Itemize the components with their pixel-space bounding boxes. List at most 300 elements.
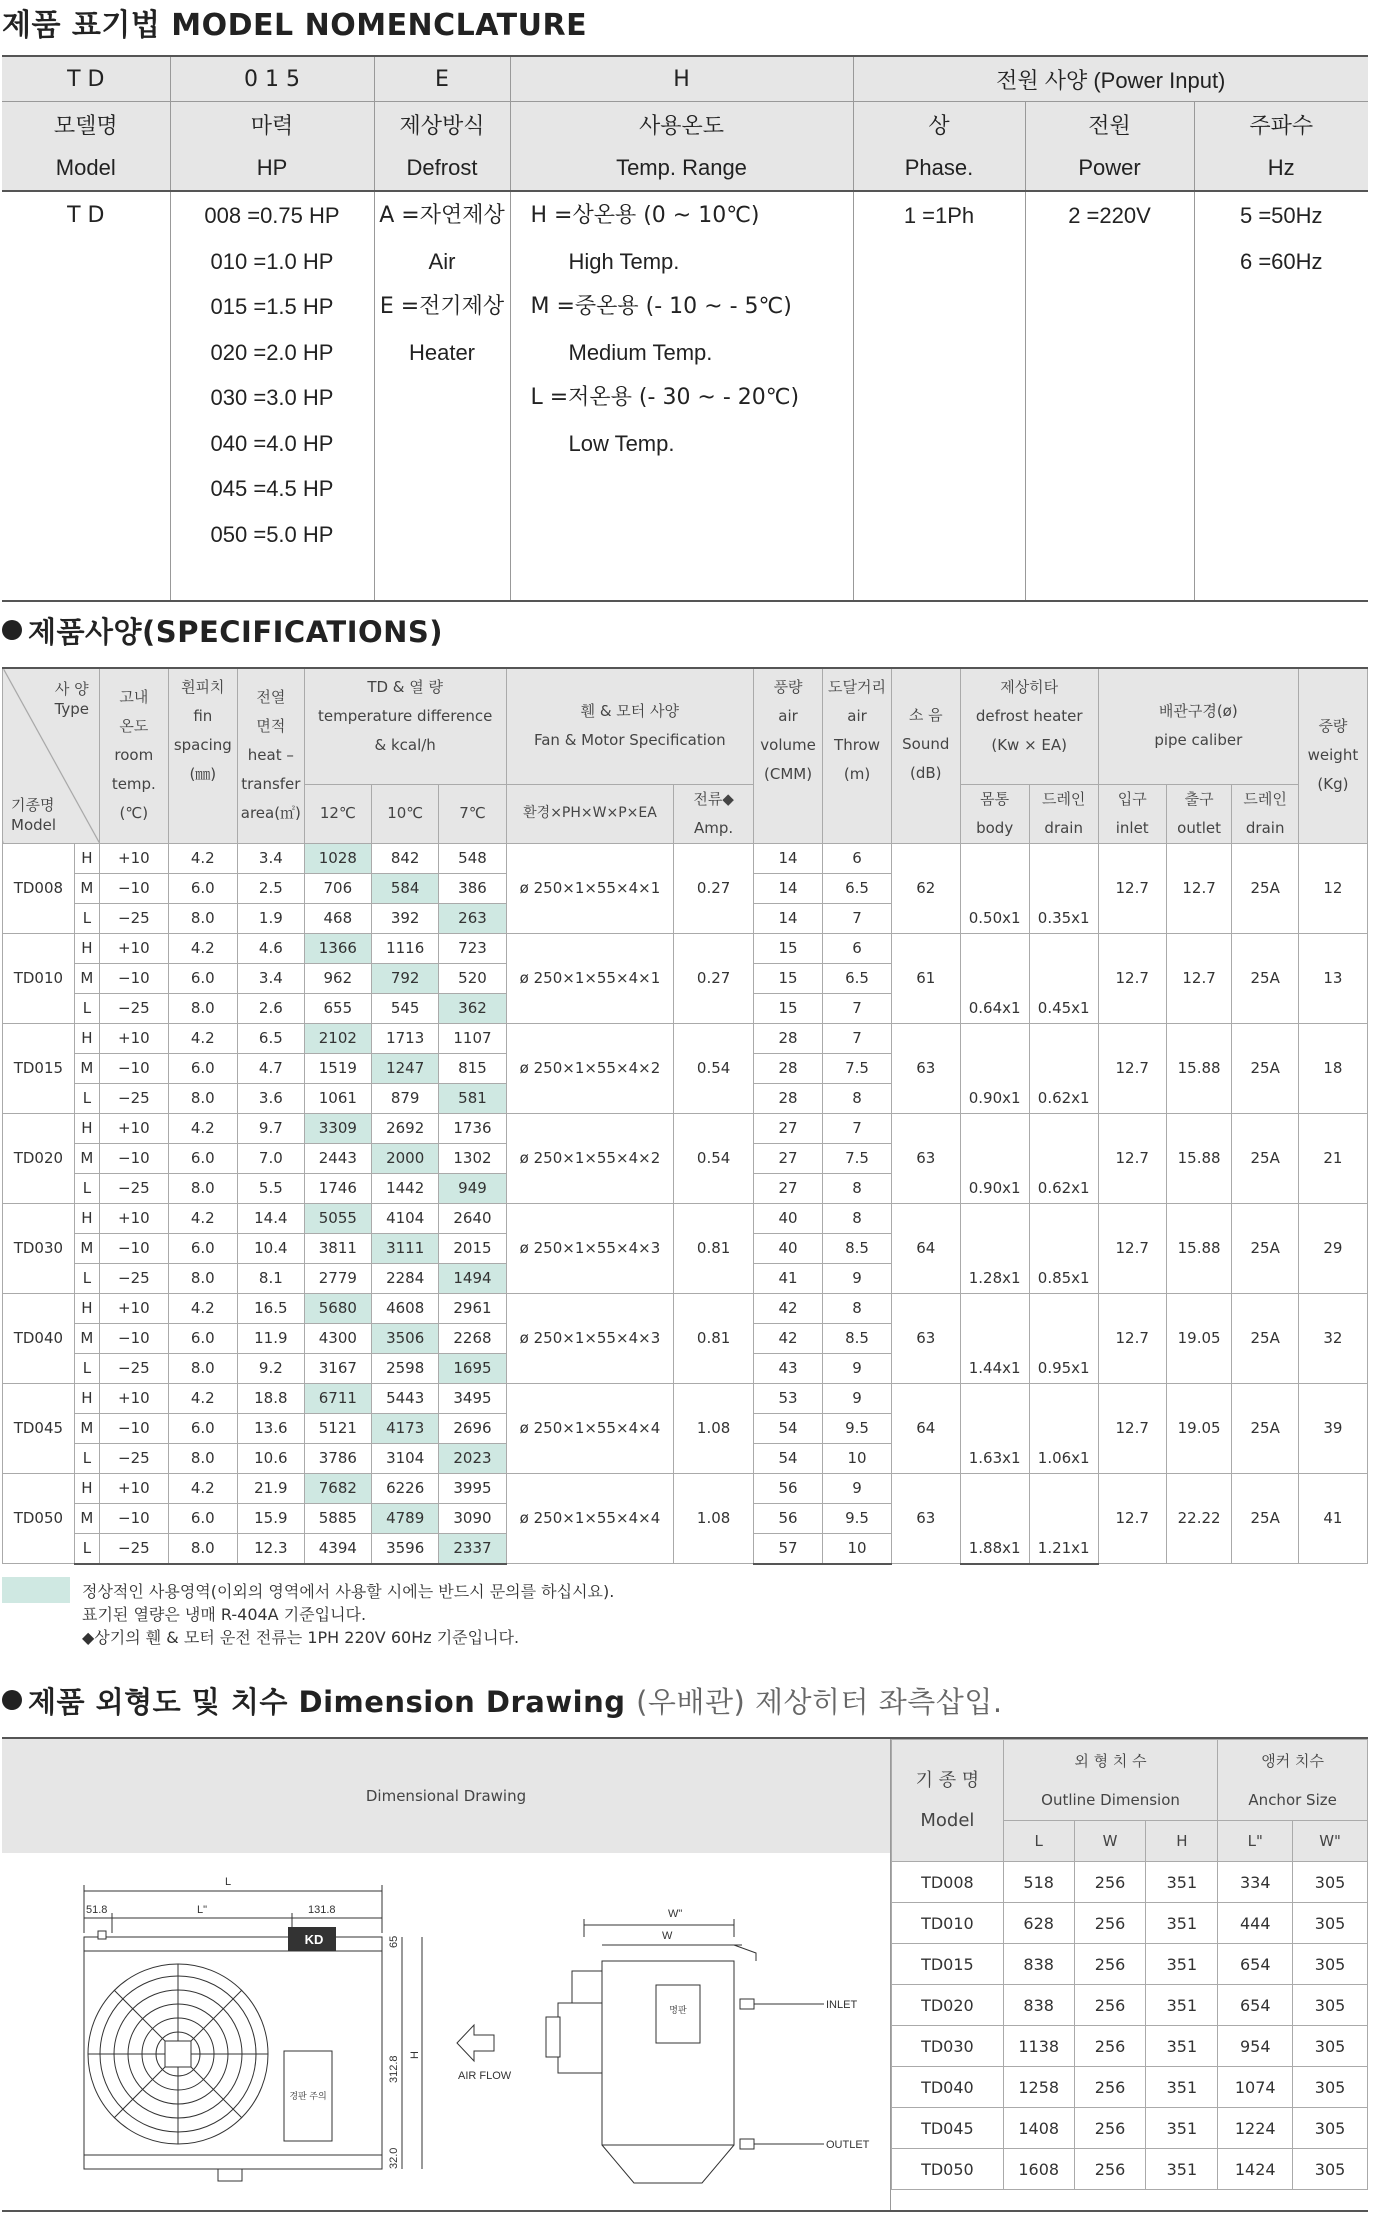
heater-body-cell: 1.63x1 [960,1443,1029,1473]
capacity-12-cell: 962 [304,963,371,993]
range-code-cell: L [74,1443,99,1473]
pipe-inlet-label: inlet [1115,818,1149,837]
capacity-12-cell: 2102 [304,1023,371,1053]
capacity-10-cell: 1713 [372,1023,439,1053]
pipe-outlet-cell: 19.05 [1166,1293,1232,1383]
amp-cell: 1.08 [674,1383,754,1473]
fin-cell: 4.2 [168,1113,237,1143]
air-vol-label: 풍량 [773,678,803,696]
dimension-drawing [2,1853,891,2210]
defrost-option: E =전기제상 [379,294,505,319]
dim-W-cell: 256 [1074,2149,1146,2190]
empty-cell [1029,1023,1098,1083]
area-cell: 2.6 [238,993,305,1023]
dim-Ldbl-cell: 654 [1218,1944,1293,1985]
model-cell: TD040 [3,1293,75,1383]
code-hp: 0 1 5 [170,56,374,102]
dim-label-L: L [224,1876,232,1888]
fin-cell: 4.2 [168,1293,237,1323]
pipe-outlet-cell: 22.22 [1166,1473,1232,1564]
heater-body-cell: 0.64x1 [960,993,1029,1023]
weight-cell: 29 [1298,1203,1367,1293]
range-code-cell: M [74,1503,99,1533]
area-label: heat – [247,746,294,765]
empty-cell [960,1293,1029,1353]
temp-option-en: High Temp. [568,248,680,274]
fin-label: 휜피치 [181,678,225,696]
side-motor [558,2003,602,2073]
capacity-7-cell: 3495 [439,1383,506,1413]
dim-model-cell: TD050 [892,2149,1004,2190]
dim-W-cell: 256 [1074,1862,1146,1903]
capacity-7-cell: 2023 [439,1443,506,1473]
header-hp-en: HP [170,146,374,191]
hz-option: 5 =50Hz [1239,203,1323,228]
fan-spec-cell: ø 250×1×55×4×2 [506,1113,674,1203]
dim-model-cell: TD040 [892,2067,1004,2108]
empty-cell [1029,1383,1098,1443]
table-row [892,1903,1368,1944]
dim-L-cell: 1258 [1003,2067,1074,2108]
throw-cell: 10 [823,1443,892,1473]
capacity-12-cell: 3167 [304,1353,371,1383]
bullet-icon [2,1690,22,1710]
dim-label-left-offset: 51.8 [86,1904,108,1916]
dim-model-cell: TD030 [892,2026,1004,2067]
capacity-10-cell: 1442 [372,1173,439,1203]
note-line: 표기된 열량은 냉매 R-404A 기준입니다. [82,1605,367,1624]
pipe-drain-label: 드레인 [1243,789,1287,808]
dimension-table [891,1739,1368,2190]
fin-cell: 4.2 [168,933,237,963]
model-ko: 기종명 [11,795,55,814]
capacity-7-cell: 723 [439,933,506,963]
heater-body-cell: 1.28x1 [960,1263,1029,1293]
capacity-12-cell: 1746 [304,1173,371,1203]
range-code-cell: L [74,1083,99,1113]
defrost-option-en: Air [428,248,456,274]
area-cell: 8.1 [238,1263,305,1293]
pipe-outlet-cell: 15.88 [1166,1113,1232,1203]
dim-H-cell: 351 [1146,2108,1218,2149]
range-code-cell: M [74,1233,99,1263]
header-model-ko: 모델명 [2,102,170,147]
sound-cell: 64 [891,1203,960,1293]
capacity-10-cell: 3104 [372,1443,439,1473]
range-code-cell: H [74,1023,99,1053]
dim-label-32: 32.0 [388,2147,400,2169]
specifications-body [3,843,1368,1564]
col-W: W [1074,1821,1146,1862]
fin-cell: 6.0 [168,1233,237,1263]
throw-cell: 9.5 [823,1413,892,1443]
area-cell: 18.8 [238,1383,305,1413]
air-volume-cell: 40 [753,1203,822,1233]
heater-drain-label: drain [1044,818,1083,837]
pipe-inlet-label: 입구 [1117,789,1147,808]
dim-Wdbl-cell: 305 [1293,1862,1368,1903]
capacity-7-cell: 1736 [439,1113,506,1143]
sound-label: (dB) [910,764,942,782]
range-code-cell: L [74,1173,99,1203]
power-values [1025,191,1194,601]
empty-cell [960,843,1029,903]
pipe-inlet-cell: 12.7 [1098,1203,1166,1293]
dim-Ldbl-cell: 1424 [1218,2149,1293,2190]
throw-cell: 6.5 [823,873,892,903]
phase-option: 1 =1Ph [903,203,975,228]
header-hz-en: Hz [1194,146,1368,191]
fan-label: 휀 & 모터 사양 [580,702,680,721]
room-temp-cell: +10 [100,1473,169,1503]
dim-Ldbl-cell: 1224 [1218,2108,1293,2149]
dimension-drawing-svg [2,1853,890,2210]
air-volume-cell: 42 [753,1293,822,1323]
throw-cell: 6 [823,843,892,873]
heater-drain-header [1029,784,1098,843]
header-temp-ko: 사용온도 [510,102,853,147]
capacity-10-cell: 2692 [372,1113,439,1143]
defrost-values [374,191,510,601]
capacity-7-cell: 1302 [439,1143,506,1173]
air-flow-arrow-icon [457,2025,494,2061]
outline-header-ko: 외 형 치 수 [1003,1740,1218,1781]
capacity-10-cell: 3111 [372,1233,439,1263]
capacity-10-cell: 3506 [372,1323,439,1353]
room-temp-cell: +10 [100,1203,169,1233]
heater-drain-cell: 0.85x1 [1029,1263,1098,1293]
dim-label-312: 312.8 [388,2055,400,2083]
pipe-drain-cell: 25A [1232,1113,1298,1203]
capacity-10-cell: 584 [372,873,439,903]
dim-H-cell: 351 [1146,2067,1218,2108]
area-cell: 3.4 [238,963,305,993]
fin-cell: 4.2 [168,1473,237,1503]
capacity-7-cell: 1494 [439,1263,506,1293]
room-temp-cell: −10 [100,873,169,903]
hp-option: 050 =5.0 HP [210,521,334,547]
range-code-cell: M [74,1143,99,1173]
area-label: area(㎡) [240,804,301,823]
area-label: 면적 [256,717,286,736]
hp-option: 040 =4.0 HP [210,430,334,456]
capacity-10-cell: 3596 [372,1533,439,1564]
nomenclature-table [2,55,1368,602]
specifications-title [2,610,443,651]
air-volume-cell: 28 [753,1083,822,1113]
empty-cell [1029,1203,1098,1263]
pipe-outlet-cell: 12.7 [1166,933,1232,1023]
logo-text: KD [304,1932,324,1947]
amp-cell: 0.81 [674,1293,754,1383]
room-temp-cell: +10 [100,1113,169,1143]
nomenclature-title: 제품 표기법 MODEL NOMENCLATURE [2,8,588,43]
dim-Wdbl-cell: 305 [1293,2108,1368,2149]
amp-cell: 0.54 [674,1113,754,1203]
dim-Wdbl-cell: 305 [1293,2026,1368,2067]
sound-cell: 61 [891,933,960,1023]
capacity-10-cell: 2000 [372,1143,439,1173]
air-volume-cell: 15 [753,993,822,1023]
capacity-10-cell: 842 [372,843,439,873]
room-temp-cell: +10 [100,1023,169,1053]
dim-W-cell: 256 [1074,1944,1146,1985]
capacity-7-cell: 2696 [439,1413,506,1443]
hp-option: 020 =2.0 HP [210,339,334,365]
amp-cell: 0.27 [674,843,754,933]
fan-spec-cell: ø 250×1×55×4×1 [506,933,674,1023]
air-volume-cell: 15 [753,933,822,963]
fin-cell: 8.0 [168,1533,237,1564]
header-hz-ko: 주파수 [1194,102,1368,147]
header-phase-en: Phase. [853,146,1025,191]
dim-model-cell: TD015 [892,1944,1004,1985]
dim-L-cell: 518 [1003,1862,1074,1903]
capacity-12-cell: 7682 [304,1473,371,1503]
heater-drain-label: 드레인 [1041,789,1086,808]
air-volume-cell: 27 [753,1143,822,1173]
capacity-12-cell: 3811 [304,1233,371,1263]
sound-header [891,668,960,843]
range-code-cell: M [74,1323,99,1353]
bullet-icon [2,620,22,640]
air-volume-cell: 41 [753,1263,822,1293]
range-code-cell: H [74,1383,99,1413]
sound-cell: 63 [891,1293,960,1383]
area-cell: 1.9 [238,903,305,933]
range-code-cell: L [74,903,99,933]
note-line: ◆상기의 휀 & 모터 운전 전류는 1PH 220V 60Hz 기준입니다. [82,1628,520,1647]
heater-body-cell: 0.90x1 [960,1173,1029,1203]
capacity-7-cell: 263 [439,903,506,933]
sound-cell: 62 [891,843,960,933]
dim-W-cell: 256 [1074,1985,1146,2026]
pipe-inlet-cell: 12.7 [1098,1293,1166,1383]
fan-guard-icon [88,1964,268,2144]
air-volume-cell: 42 [753,1323,822,1353]
area-cell: 10.6 [238,1443,305,1473]
header-defrost-ko: 제상방식 [374,102,510,147]
fin-cell: 6.0 [168,963,237,993]
temp-option: M =중온용 (- 10 ~ - 5℃) [530,294,792,319]
heater-body-label: body [976,818,1014,837]
panel-label: 경판 주의 [289,2091,327,2101]
table-row [892,1862,1368,1903]
pipe-outlet-cell: 15.88 [1166,1023,1232,1113]
heater-drain-cell: 1.21x1 [1029,1533,1098,1564]
dim-L-cell: 838 [1003,1944,1074,1985]
air-vol-label: volume [760,736,816,754]
capacity-12-cell: 468 [304,903,371,933]
throw-cell: 8 [823,1173,892,1203]
weight-cell: 41 [1298,1473,1367,1564]
header-power-ko: 전원 [1025,102,1194,147]
pipe-drain-cell: 25A [1232,933,1298,1023]
range-code-cell: L [74,1533,99,1564]
area-cell: 14.4 [238,1203,305,1233]
capacity-label: temperature difference [317,707,493,725]
amp-cell: 0.54 [674,1023,754,1113]
table-row [3,1203,1368,1233]
pipe-inlet-cell: 12.7 [1098,1023,1166,1113]
pipe-inlet-cell: 12.7 [1098,843,1166,933]
dim-H-cell: 351 [1146,1985,1218,2026]
heater-body-cell: 1.88x1 [960,1533,1029,1564]
room-temp-label: 고내 [119,688,149,707]
area-cell: 4.6 [238,933,305,963]
note-line: 정상적인 사용영역(이외의 영역에서 사용할 시에는 반드시 문의를 하십시요). [82,1582,615,1601]
heater-body-cell: 0.90x1 [960,1083,1029,1113]
capacity-label: & kcal/h [374,736,436,754]
capacity-7-cell: 1695 [439,1353,506,1383]
air-volume-cell: 14 [753,873,822,903]
weight-cell: 13 [1298,933,1367,1023]
capacity-7-cell: 1107 [439,1023,506,1053]
capacity-7-cell: 2015 [439,1233,506,1263]
model-en: Model [11,815,57,834]
dim-Wdbl-cell: 305 [1293,1903,1368,1944]
model-cell: TD008 [3,843,75,933]
temp-option: L =저온용 (- 30 ~ - 20℃) [530,385,800,410]
model-col-en: Model [920,1809,975,1831]
capacity-7-cell: 2961 [439,1293,506,1323]
area-cell: 7.0 [238,1143,305,1173]
heater-header [960,668,1098,784]
throw-cell: 10 [823,1533,892,1564]
side-label: 명판 [669,2005,687,2015]
dim-label-Wdbl: W" [668,1908,683,1920]
capacity-12-cell: 3309 [304,1113,371,1143]
fan-motor-header [506,668,753,784]
throw-label: 도달거리 [828,678,886,696]
fin-cell: 8.0 [168,1263,237,1293]
fin-cell: 4.2 [168,1023,237,1053]
header-hp-ko: 마력 [170,102,374,147]
model-col-ko: 기 종 명 [915,1769,980,1791]
throw-cell: 9 [823,1353,892,1383]
dim-L-cell: 1608 [1003,2149,1074,2190]
empty-cell [1029,843,1098,903]
capacity-7-cell: 548 [439,843,506,873]
capacity-12-cell: 4300 [304,1323,371,1353]
weight-label: 중량 [1318,717,1348,736]
dim-label-right-offset: 131.8 [308,1904,336,1916]
pipe-inlet-cell: 12.7 [1098,1383,1166,1473]
dim-model-cell: TD020 [892,1985,1004,2026]
air-volume-cell: 15 [753,963,822,993]
capacity-12-cell: 5055 [304,1203,371,1233]
room-temp-cell: +10 [100,933,169,963]
area-cell: 16.5 [238,1293,305,1323]
room-temp-cell: −25 [100,1443,169,1473]
throw-cell: 9 [823,1473,892,1503]
room-temp-cell: −10 [100,1143,169,1173]
hz-values [1194,191,1368,601]
capacity-10-cell: 4789 [372,1503,439,1533]
empty-cell [1029,1473,1098,1533]
area-cell: 2.5 [238,873,305,903]
air-volume-cell: 28 [753,1023,822,1053]
capacity-12-cell: 6711 [304,1383,371,1413]
hp-option: 008 =0.75 HP [204,203,340,228]
model-cell: TD020 [3,1113,75,1203]
table-row [3,1113,1368,1143]
defrost-option: A =자연제상 [379,203,505,228]
amp-cell: 1.08 [674,1473,754,1564]
area-cell: 13.6 [238,1413,305,1443]
sound-cell: 63 [891,1473,960,1564]
throw-cell: 9 [823,1383,892,1413]
range-code-cell: H [74,933,99,963]
dim-L-cell: 1138 [1003,2026,1074,2067]
empty-cell [960,1203,1029,1263]
range-code-cell: H [74,1113,99,1143]
table-row [892,1985,1368,2026]
dim-label-H: H [409,2051,421,2059]
dimension-title-main: 제품 외형도 및 치수 Dimension Drawing [28,1685,626,1719]
throw-cell: 8.5 [823,1233,892,1263]
sound-cell: 63 [891,1023,960,1113]
fin-cell: 4.2 [168,1203,237,1233]
dim-W-cell: 256 [1074,2067,1146,2108]
air-volume-cell: 56 [753,1503,822,1533]
range-code-cell: M [74,873,99,903]
capacity-12-cell: 1061 [304,1083,371,1113]
power-option: 2 =220V [1068,203,1151,228]
fin-cell: 4.2 [168,843,237,873]
area-cell: 10.4 [238,1233,305,1263]
dim-H-cell: 351 [1146,2026,1218,2067]
col-L: L [1003,1821,1074,1862]
pipe-outlet-label: outlet [1177,818,1222,837]
capacity-7-cell: 386 [439,873,506,903]
col-Ldbl: L" [1218,1821,1293,1862]
fin-cell: 6.0 [168,1413,237,1443]
capacity-12-cell: 1519 [304,1053,371,1083]
pipe-outlet-cell: 12.7 [1166,843,1232,933]
table-row [892,2026,1368,2067]
capacity-12-cell: 4394 [304,1533,371,1564]
fin-label: (㎜) [189,765,217,783]
td-7-header: 7℃ [439,784,506,843]
fin-cell: 6.0 [168,1053,237,1083]
throw-header [823,668,892,843]
capacity-12-cell: 706 [304,873,371,903]
pipe-drain-cell: 25A [1232,1383,1298,1473]
range-code-cell: L [74,993,99,1023]
heater-label: 제상히타 [1000,678,1059,696]
room-temp-cell: −25 [100,1263,169,1293]
fin-cell: 4.2 [168,1383,237,1413]
dim-label-Ldbl: L" [196,1904,208,1916]
hp-option: 015 =1.5 HP [210,294,334,319]
fin-cell: 8.0 [168,1173,237,1203]
dim-Ldbl-cell: 334 [1218,1862,1293,1903]
sound-cell: 63 [891,1113,960,1203]
outline-header-en: Outline Dimension [1003,1780,1218,1821]
empty-cell [1029,933,1098,993]
heater-drain-cell: 0.95x1 [1029,1353,1098,1383]
capacity-7-cell: 2337 [439,1533,506,1564]
pipe-header [1098,668,1298,784]
dim-L-cell: 838 [1003,1985,1074,2026]
room-temp-cell: −10 [100,1413,169,1443]
model-col-header [892,1740,1004,1862]
capacity-12-cell: 5121 [304,1413,371,1443]
fin-cell: 6.0 [168,1323,237,1353]
fan-spec-cell: ø 250×1×55×4×3 [506,1203,674,1293]
range-code-cell: H [74,1203,99,1233]
